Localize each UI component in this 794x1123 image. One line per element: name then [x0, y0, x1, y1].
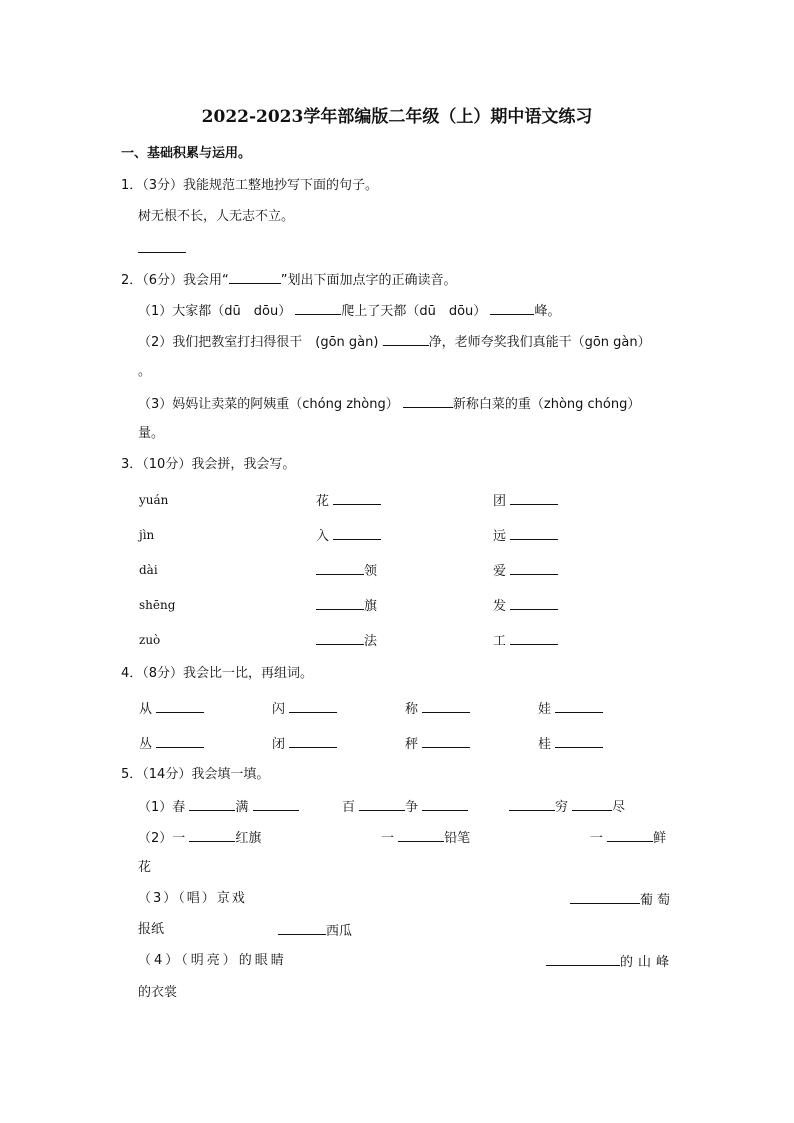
answer-blank[interactable] — [229, 271, 281, 284]
q3-word-item — [316, 562, 377, 580]
q3-char: 领 — [364, 564, 378, 579]
question-2-part-1 — [138, 302, 560, 320]
q5-l4-yishang: 的衣裳 — [138, 985, 178, 1000]
q3-word-item — [493, 527, 558, 545]
q5-l4-shanfeng: 的山峰 — [620, 955, 675, 970]
q5-line-2-mid — [381, 829, 470, 847]
question-3-heading: 3．（10分）我会拼，我会写。 — [121, 457, 296, 472]
q5-l2-hongqi: 红旗 — [235, 831, 262, 846]
answer-blank[interactable] — [316, 632, 364, 645]
question-2-heading — [121, 271, 457, 289]
q5-l1-label: （1）春 — [138, 800, 186, 815]
answer-blank[interactable] — [359, 798, 405, 811]
answer-blank[interactable] — [278, 922, 326, 935]
answer-blank[interactable] — [316, 597, 364, 610]
q4-char: 娃 — [538, 702, 552, 717]
q5-l2-yi2: 一 — [381, 831, 395, 846]
q3-word-item — [493, 492, 558, 510]
q2-p1-text-a: （1）大家都（dū dōu） — [138, 304, 292, 319]
answer-blank[interactable] — [383, 333, 429, 346]
answer-blank[interactable] — [289, 735, 337, 748]
q3-word-item — [493, 597, 558, 615]
q3-word-item — [316, 527, 381, 545]
q5-l1-qiong: 穷 — [555, 800, 569, 815]
page-title: 2022-2023学年部编版二年级（上）期中语文练习 — [201, 107, 593, 127]
q3-char: 发 — [493, 599, 507, 614]
answer-blank[interactable] — [422, 798, 468, 811]
q3-char: 远 — [493, 529, 507, 544]
question-5-heading: 5．（14分）我会填一填。 — [121, 767, 270, 782]
q2-p3-text-c: 量。 — [138, 426, 165, 441]
q5-l1-zheng: 争 — [405, 800, 419, 815]
q5-l1-bai: 百 — [342, 800, 356, 815]
q3-char: 法 — [364, 634, 378, 649]
q5-l3-baozhi: 报纸 — [138, 922, 165, 937]
q3-pinyin: shēng — [139, 598, 176, 612]
section-heading: 一、基础积累与运用。 — [121, 146, 252, 161]
q3-word-item — [316, 492, 381, 510]
q5-line-2-left — [138, 829, 261, 847]
q5-l4-label: （4）（明亮）的眼睛 — [138, 953, 287, 968]
answer-blank[interactable] — [189, 798, 235, 811]
q5-l2-yi3: 一 — [590, 831, 604, 846]
answer-blank[interactable] — [510, 492, 558, 505]
q2-p3-text-b: 新称白菜的重（zhòng chóng） — [452, 397, 641, 412]
q3-word-item — [493, 562, 558, 580]
answer-blank[interactable] — [398, 829, 444, 842]
q4-char: 桂 — [538, 737, 552, 752]
question-4-heading: 4．（8分）我会比一比，再组词。 — [121, 666, 314, 681]
q3-pinyin: zuò — [139, 633, 161, 647]
q5-l2-xian: 鲜 — [653, 831, 667, 846]
q5-l2-label: （2）一 — [138, 831, 186, 846]
answer-blank[interactable] — [316, 562, 364, 575]
q4-char: 秤 — [405, 737, 419, 752]
answer-blank[interactable] — [156, 700, 204, 713]
q3-word-item — [316, 597, 377, 615]
q5-line-3-right — [570, 891, 674, 909]
answer-blank[interactable] — [156, 735, 204, 748]
q3-pinyin: dài — [139, 563, 158, 577]
q3-char: 入 — [316, 529, 330, 544]
question-2-heading-b: ”划出下面加点字的正确读音。 — [280, 273, 457, 288]
answer-blank[interactable] — [510, 632, 558, 645]
q5-line-2-right — [590, 829, 666, 847]
answer-blank[interactable] — [510, 562, 558, 575]
q2-p2-text-c: 。 — [138, 364, 152, 379]
answer-blank[interactable] — [253, 798, 299, 811]
answer-blank[interactable] — [572, 798, 612, 811]
q3-word-item — [493, 632, 558, 650]
answer-blank[interactable] — [490, 302, 534, 315]
answer-blank[interactable] — [607, 829, 653, 842]
q5-l3-putao: 葡萄 — [640, 893, 675, 908]
q2-p2-text-b: 净，老师夸奖我们真能干（gōn gàn） — [428, 335, 651, 350]
q3-word-item — [316, 632, 377, 650]
q5-line-1-right — [509, 798, 625, 816]
answer-blank[interactable] — [138, 240, 186, 258]
q5-l3-xigua: 西瓜 — [326, 924, 353, 939]
answer-blank[interactable] — [422, 700, 470, 713]
q5-l3-label: （3）（唱）京戏 — [138, 891, 247, 906]
q5-line-3b — [278, 922, 352, 940]
q2-p1-text-c: 峰。 — [534, 304, 561, 319]
q5-l1-jin: 尽 — [612, 800, 626, 815]
answer-blank[interactable] — [403, 395, 453, 408]
answer-blank[interactable] — [555, 735, 603, 748]
q3-pinyin: jìn — [139, 528, 155, 542]
q2-p3-text-a: （3）妈妈让卖菜的阿姨重（chóng zhòng） — [138, 397, 399, 412]
q5-l2-hua: 花 — [138, 860, 152, 875]
answer-blank[interactable] — [546, 953, 620, 966]
q4-char: 丛 — [139, 737, 153, 752]
answer-blank[interactable] — [189, 829, 235, 842]
q5-l1-man: 满 — [235, 800, 249, 815]
answer-blank[interactable] — [422, 735, 470, 748]
q4-char: 称 — [405, 702, 419, 717]
answer-blank[interactable] — [509, 798, 555, 811]
q2-p2-text-a: （2）我们把教室打扫得很干 (gōn gàn) — [138, 335, 379, 350]
q3-char: 爱 — [493, 564, 507, 579]
answer-blank[interactable] — [333, 492, 381, 505]
answer-blank[interactable] — [555, 700, 603, 713]
q4-word-item — [272, 700, 337, 718]
q5-line-1-left — [138, 798, 299, 816]
q3-pinyin: yuán — [139, 493, 169, 507]
q3-char: 工 — [493, 634, 507, 649]
q3-char: 旗 — [364, 599, 378, 614]
q5-line-4-right — [546, 953, 674, 971]
q4-word-item — [139, 700, 204, 718]
answer-blank[interactable] — [510, 597, 558, 610]
question-2-part-2 — [138, 333, 651, 351]
q4-char: 闪 — [272, 702, 286, 717]
question-2-part-3 — [138, 395, 640, 413]
q5-l2-qianbi: 铅笔 — [444, 831, 471, 846]
answer-blank[interactable] — [295, 302, 341, 315]
answer-blank[interactable] — [510, 527, 558, 540]
q4-char: 闭 — [272, 737, 286, 752]
q4-word-item — [405, 700, 470, 718]
question-2-heading-a: 2．（6分）我会用“ — [121, 273, 229, 288]
q3-char: 花 — [316, 494, 330, 509]
answer-blank[interactable] — [333, 527, 381, 540]
q4-word-item — [272, 735, 337, 753]
question-1-heading: 1．（3分）我能规范工整地抄写下面的句子。 — [121, 178, 379, 193]
answer-blank[interactable] — [570, 891, 640, 904]
q4-word-item — [538, 735, 603, 753]
q4-word-item — [139, 735, 204, 753]
q4-char: 从 — [139, 702, 153, 717]
q2-p1-text-b: 爬上了天都（dū dōu） — [341, 304, 487, 319]
question-1-sentence: 树无根不长，人无志不立。 — [138, 209, 295, 224]
q4-word-item — [405, 735, 470, 753]
q4-word-item — [538, 700, 603, 718]
q5-line-1-mid — [342, 798, 468, 816]
q3-char: 团 — [493, 494, 507, 509]
answer-blank[interactable] — [289, 700, 337, 713]
